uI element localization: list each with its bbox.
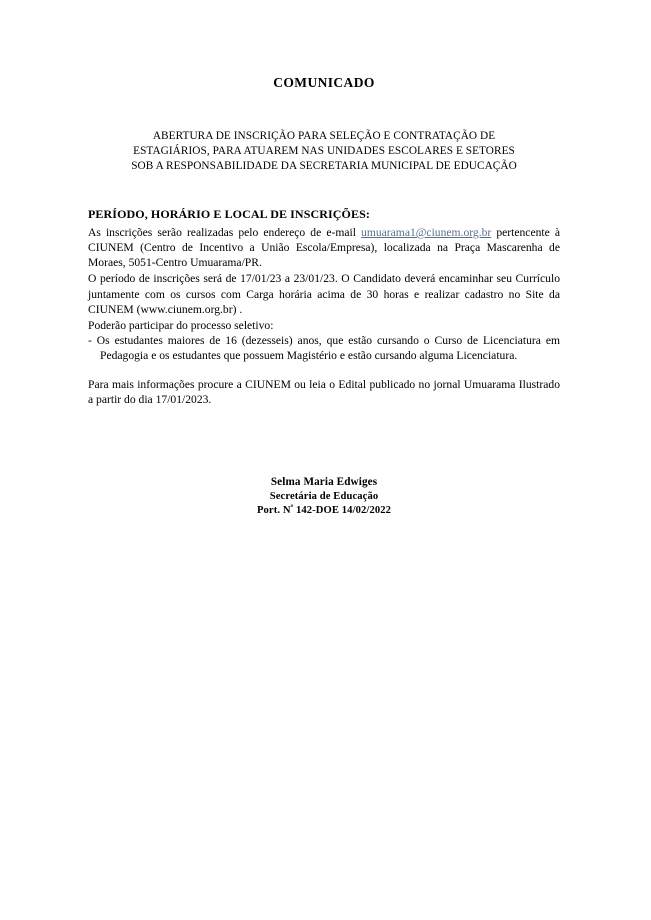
signature-ordinance-prefix: Port. N xyxy=(256,505,291,516)
document-content xyxy=(88,0,560,518)
signature-ordinance-suffix: 142-DOE 14/02/2022 xyxy=(293,505,392,516)
paragraph-more-info: Para mais informações procure a CIUNEM ou leia o Edital publicado no jornal Umuarama Ilustrado a partir do dia 17/01/2023. xyxy=(88,378,560,407)
signature-role: Secretária de Educação xyxy=(269,490,379,502)
email-link[interactable]: umuarama1@ciunem.org.br xyxy=(361,226,492,240)
page-title: COMUNICADO xyxy=(273,75,375,90)
signature-ordinance xyxy=(88,504,560,518)
subject-line-1: ABERTURA DE INSCRIÇÃO PARA SELEÇÃO E CONTRATAÇÃO DE xyxy=(152,129,496,142)
paragraph-registration xyxy=(88,225,560,270)
subject-block xyxy=(88,129,560,175)
paragraph-eligibility-intro: Poderão participar do processo seletivo: xyxy=(88,318,274,332)
subject-line-3: SOB A RESPONSABILIDADE DA SECRETARIA MUNICIPAL DE EDUCAÇÃO xyxy=(131,159,517,172)
subject-line-2: ESTAGIÁRIOS, PARA ATUAREM NAS UNIDADES ESCOLARES E SETORES xyxy=(133,144,515,157)
signature-block xyxy=(88,475,560,518)
list-item: - Os estudantes maiores de 16 (dezesseis) anos, que estão cursando o Curso de Licenciatura em Pedagogia e os estudantes que possuem Magistério e estão cursando alguma Licenciatura. xyxy=(88,333,560,362)
paragraph-period: O período de inscrições será de 17/01/23 a 23/01/23. O Candidato deverá encaminhar seu Currículo juntamente com os cursos com Carga horária acima de 30 horas e realizar cadastro no Site da CIUNEM (www.ciunem.org.br) . xyxy=(88,272,560,316)
registration-text-before-link: As inscrições serão realizadas pelo endereço de e-mail xyxy=(88,226,362,240)
section-heading-inscriptions: PERÍODO, HORÁRIO E LOCAL DE INSCRIÇÕES: xyxy=(88,207,370,222)
registration-text-after-link: pertencente à CIUNEM (Centro de Incentivo a União Escola/Empresa), localizada na Praça Mascarenha de Moraes, 5051-Centro Umuarama/PR. xyxy=(88,226,560,270)
signature-ordinance-ordinal: º xyxy=(290,502,294,512)
signature-name: Selma Maria Edwiges xyxy=(270,476,378,489)
